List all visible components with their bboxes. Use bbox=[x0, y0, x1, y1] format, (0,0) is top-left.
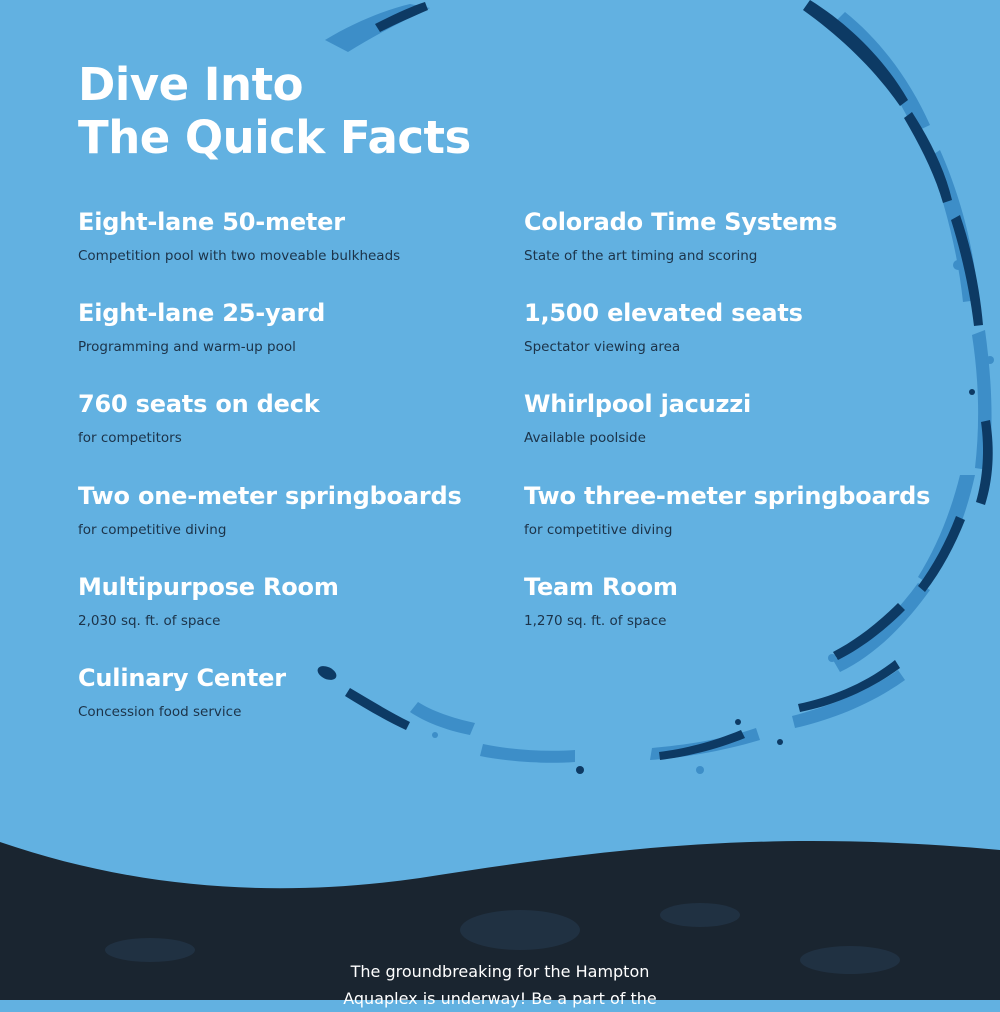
fact-item bbox=[524, 298, 964, 356]
fact-item bbox=[78, 389, 518, 447]
footer-text-line-1: The groundbreaking for the Hampton bbox=[350, 962, 650, 981]
fact-title: Colorado Time Systems bbox=[524, 208, 838, 236]
footer-text bbox=[300, 958, 700, 1012]
fact-item bbox=[78, 663, 518, 721]
fact-description: Concession food service bbox=[78, 704, 242, 720]
fact-description: 1,270 sq. ft. of space bbox=[524, 613, 667, 629]
fact-description: Spectator viewing area bbox=[524, 339, 681, 355]
fact-description: Competition pool with two moveable bulkheads bbox=[78, 248, 401, 264]
fact-item bbox=[524, 207, 964, 265]
fact-description: Programming and warm-up pool bbox=[78, 339, 296, 355]
fact-title: Team Room bbox=[524, 573, 678, 601]
fact-title: Multipurpose Room bbox=[78, 573, 339, 601]
fact-item bbox=[524, 572, 964, 630]
fact-item bbox=[524, 389, 964, 447]
fact-item bbox=[524, 481, 964, 539]
page-title-line-1: Dive Into bbox=[78, 58, 304, 111]
fact-title: Eight-lane 25-yard bbox=[78, 299, 326, 327]
fact-title: Eight-lane 50-meter bbox=[78, 208, 345, 236]
fact-description: Available poolside bbox=[524, 430, 646, 446]
fact-title: Culinary Center bbox=[78, 664, 286, 692]
fact-item bbox=[78, 572, 518, 630]
fact-item bbox=[78, 298, 518, 356]
footer-text-line-2: Aquaplex is underway! Be a part of the bbox=[343, 989, 657, 1008]
fact-description: for competitors bbox=[78, 430, 182, 446]
page-title-line-2: The Quick Facts bbox=[78, 111, 471, 164]
fact-item bbox=[78, 207, 518, 265]
fact-title: 1,500 elevated seats bbox=[524, 299, 803, 327]
fact-description: 2,030 sq. ft. of space bbox=[78, 613, 221, 629]
fact-description: State of the art timing and scoring bbox=[524, 248, 758, 264]
fact-description: for competitive diving bbox=[524, 522, 673, 538]
fact-title: Two one-meter springboards bbox=[78, 482, 462, 510]
fact-title: 760 seats on deck bbox=[78, 390, 320, 418]
fact-description: for competitive diving bbox=[78, 522, 227, 538]
fact-title: Whirlpool jacuzzi bbox=[524, 390, 752, 418]
page-title bbox=[78, 58, 471, 164]
fact-title: Two three-meter springboards bbox=[524, 482, 931, 510]
fact-item bbox=[78, 481, 518, 539]
